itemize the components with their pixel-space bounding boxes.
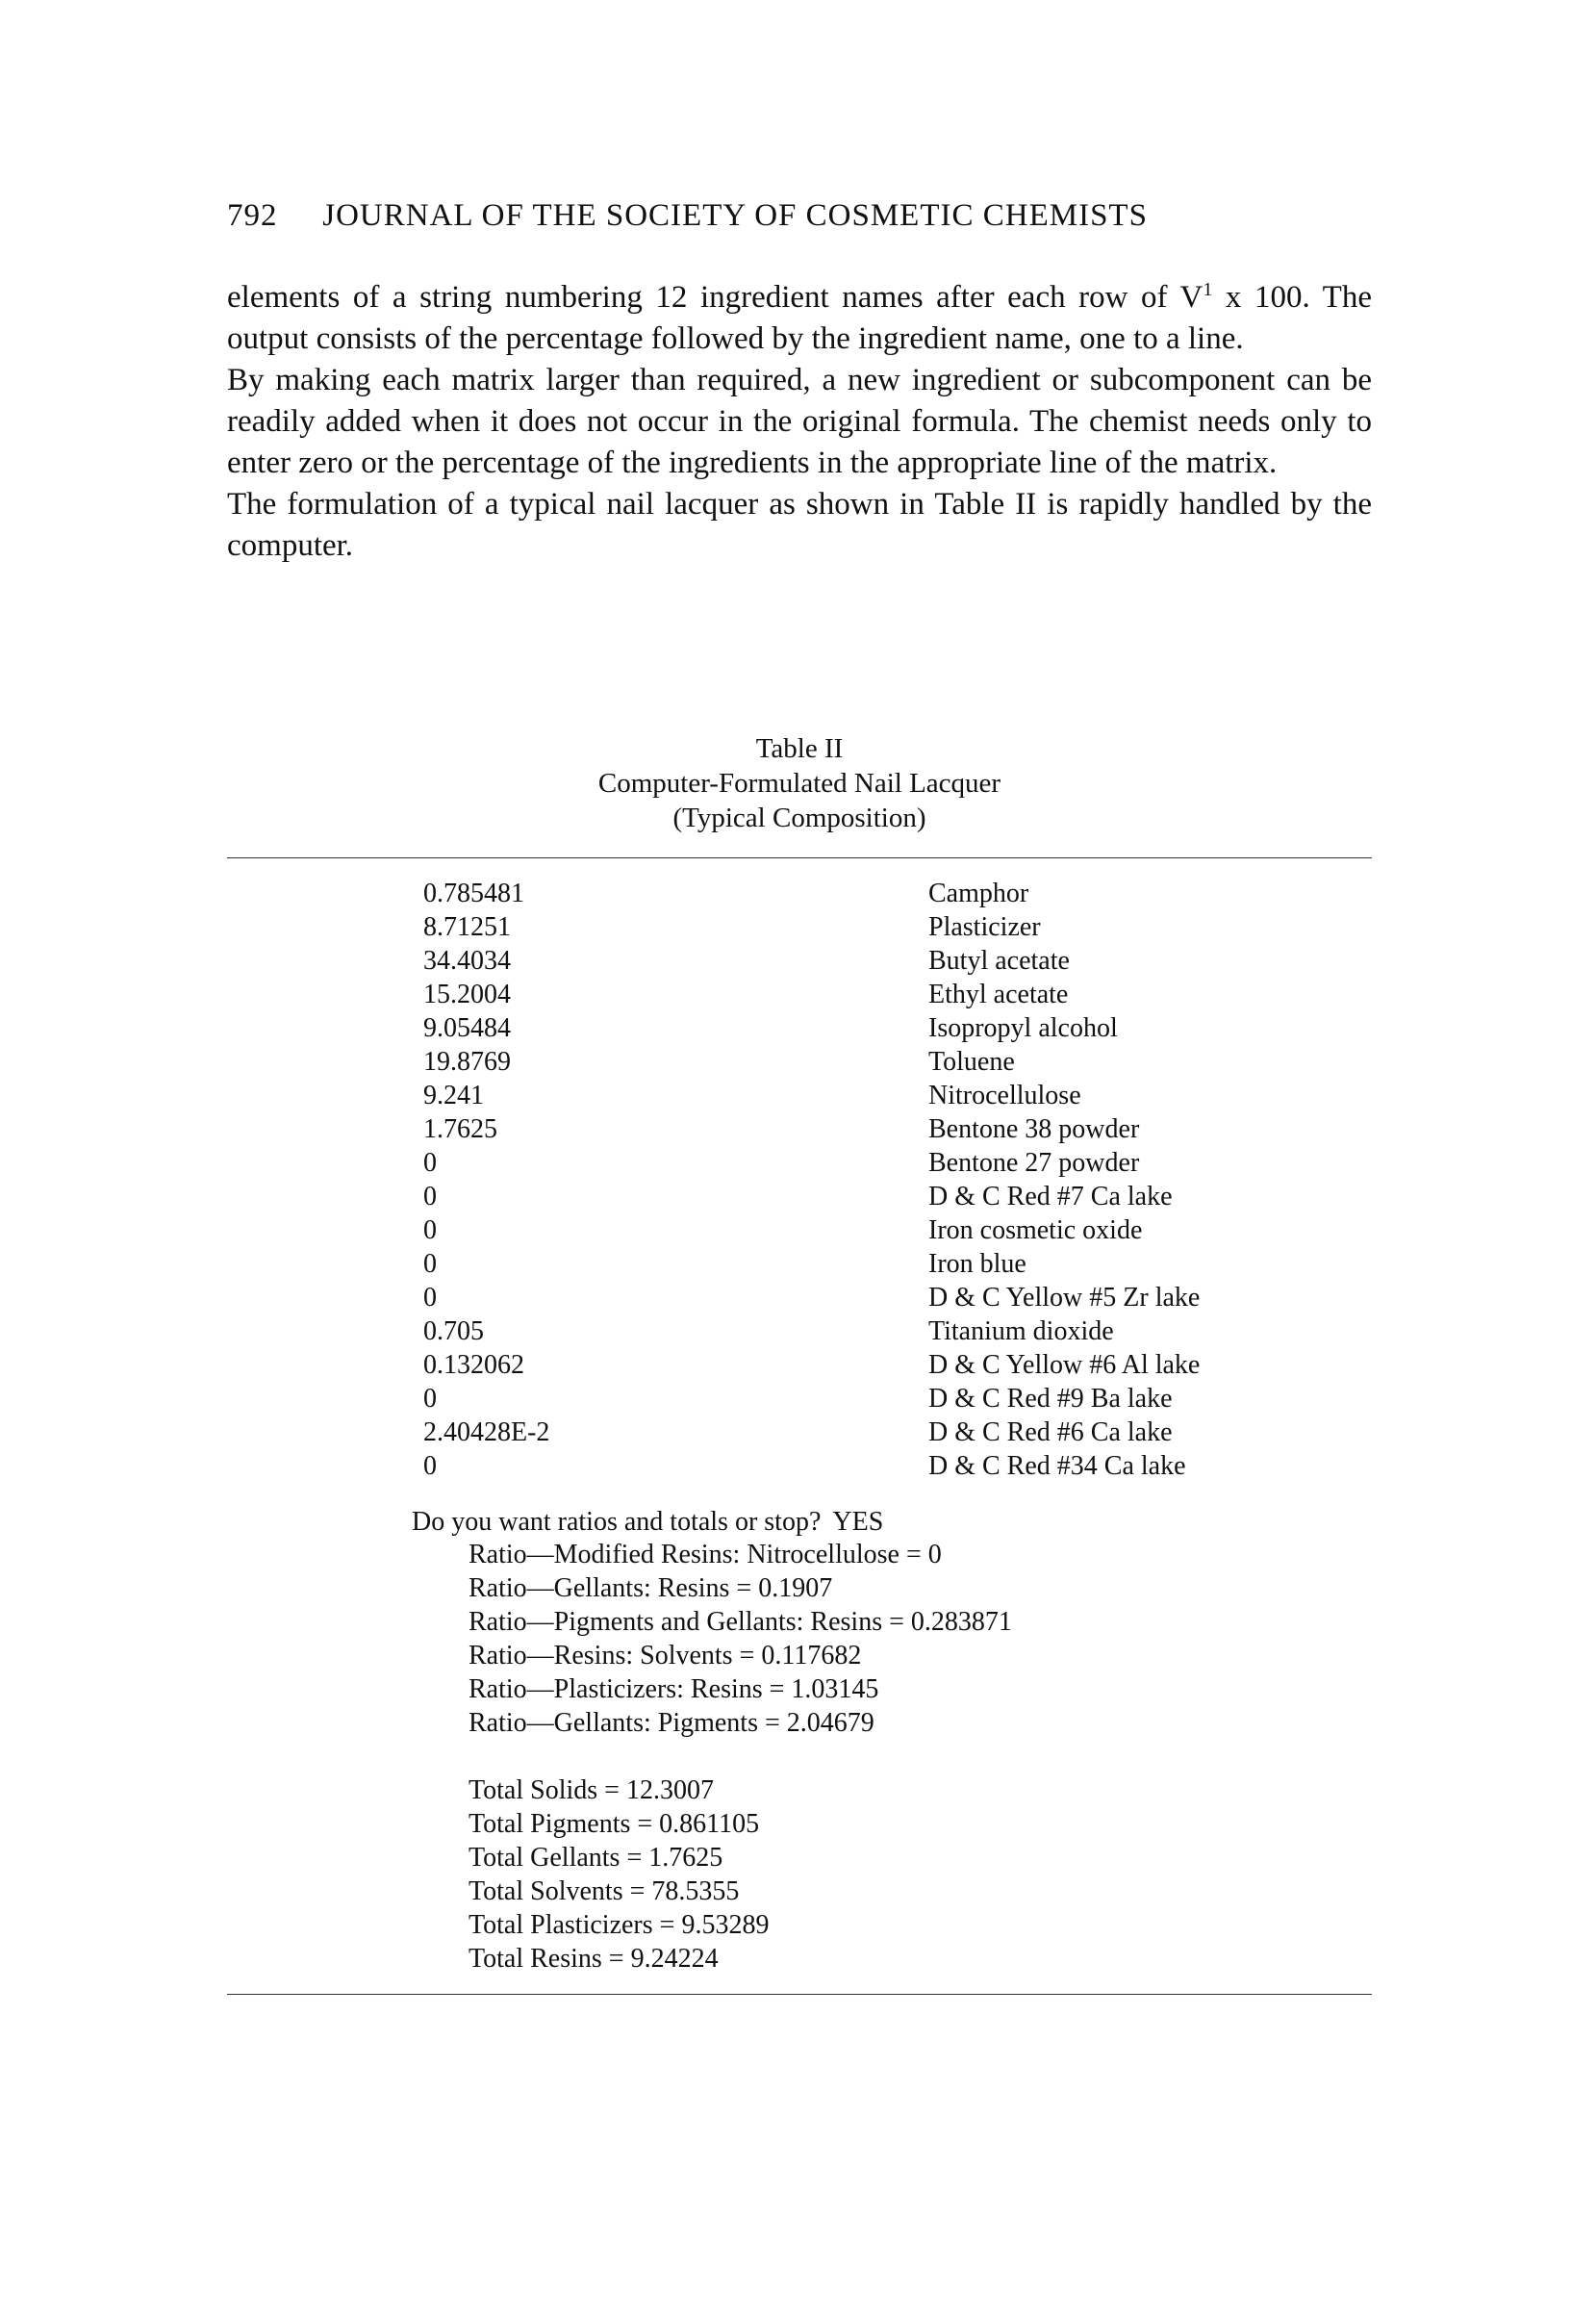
table-row [423,910,1328,944]
table-row [423,1382,1328,1416]
percentage-cell: 0.705 [423,1316,484,1346]
body-text [227,277,1372,567]
ingredient-cell: Camphor [928,879,1029,908]
ingredient-cell: D & C Yellow #6 Al lake [928,1350,1201,1380]
percentage-cell: 0 [423,1384,437,1414]
table-row [423,1011,1328,1045]
ingredient-cell: D & C Red #9 Ba lake [928,1384,1173,1414]
percentage-cell: 2.40428E-2 [423,1417,550,1447]
table-row [423,944,1328,978]
total-line: Total Pigments = 0.861105 [469,1809,760,1839]
ingredient-cell: D & C Red #7 Ca lake [928,1182,1173,1212]
ingredient-cell: Toluene [928,1047,1015,1077]
table-caption [227,731,1372,835]
ingredient-cell: D & C Red #34 Ca lake [928,1451,1186,1481]
table-subtitle: (Typical Composition) [672,803,926,833]
percentage-cell: 0 [423,1283,437,1313]
total-line: Total Solvents = 78.5355 [469,1876,740,1906]
total-line: Total Resins = 9.24224 [469,1944,719,1974]
ingredient-cell: Bentone 38 powder [928,1114,1140,1144]
table-row [423,1314,1328,1348]
ingredient-cell: Bentone 27 powder [928,1148,1140,1178]
table-row [423,1247,1328,1281]
table-row [423,1045,1328,1079]
paragraph-1-start: elements of a string numbering 12 ingredient names after each row of V [227,280,1203,315]
ingredient-cell: Ethyl acetate [928,980,1069,1009]
ratio-line: Ratio—Pigments and Gellants: Resins = 0.283871 [469,1607,1012,1637]
ingredient-cell: Isopropyl alcohol [928,1013,1118,1043]
table-row [423,1213,1328,1247]
ingredient-cell: D & C Yellow #5 Zr lake [928,1283,1201,1313]
percentage-cell: 0.132062 [423,1350,524,1380]
ratio-line: Ratio—Gellants: Pigments = 2.04679 [469,1708,874,1738]
running-header [227,198,1148,234]
table-row [423,1079,1328,1112]
prompt-line [412,1505,883,1540]
ingredient-cell: Iron blue [928,1249,1026,1279]
ingredient-cell: Titanium dioxide [928,1316,1114,1346]
ratio-line: Ratio—Modified Resins: Nitrocellulose = 0 [469,1540,942,1569]
table-row [423,1416,1328,1449]
ingredient-cell: Plasticizer [928,912,1041,942]
table-row [423,978,1328,1011]
prompt-question: Do you want ratios and totals or stop? [412,1507,822,1537]
percentage-cell: 8.71251 [423,912,511,942]
total-line: Total Solids = 12.3007 [469,1775,714,1805]
prompt-answer: YES [832,1507,884,1537]
percentage-cell: 1.7625 [423,1114,497,1144]
table-row [423,877,1328,910]
table-bottom-rule [227,1994,1372,1995]
ingredient-cell: Iron cosmetic oxide [928,1215,1143,1245]
percentage-cell: 34.4034 [423,946,511,976]
percentage-cell: 15.2004 [423,980,511,1009]
ratio-line: Ratio—Gellants: Resins = 0.1907 [469,1573,833,1603]
totals-block [469,1773,769,1976]
percentage-cell: 9.241 [423,1081,484,1110]
percentage-cell: 0 [423,1215,437,1245]
table-row [423,1348,1328,1382]
percentage-cell: 0 [423,1182,437,1212]
ingredient-cell: Butyl acetate [928,946,1070,976]
table-row [423,1180,1328,1213]
table-title: Computer-Formulated Nail Lacquer [597,768,1001,799]
table-row [423,1112,1328,1146]
paragraph-1 [227,277,1372,360]
percentage-cell: 0 [423,1249,437,1279]
journal-title: JOURNAL OF THE SOCIETY OF COSMETIC CHEMISTS [322,198,1148,233]
ratio-line: Ratio—Plasticizers: Resins = 1.03145 [469,1674,879,1704]
page-number: 792 [227,198,278,233]
ingredient-cell: D & C Red #6 Ca lake [928,1417,1173,1447]
table-top-rule [227,857,1372,858]
ingredient-cell: Nitrocellulose [928,1081,1081,1110]
percentage-cell: 0 [423,1451,437,1481]
percentage-cell: 19.8769 [423,1047,511,1077]
superscript-1: 1 [1203,279,1213,300]
table-row [423,1146,1328,1180]
composition-table [423,877,1328,1483]
total-line: Total Plasticizers = 9.53289 [469,1910,770,1940]
percentage-cell: 9.05484 [423,1013,511,1043]
ratio-line: Ratio—Resins: Solvents = 0.117682 [469,1641,862,1671]
percentage-cell: 0 [423,1148,437,1178]
table-row [423,1281,1328,1314]
total-line: Total Gellants = 1.7625 [469,1843,723,1873]
paragraph-1-end: x 100. The output consists of the percentage followed by the ingredient name, one to a line. [227,280,1372,356]
table-row [423,1449,1328,1483]
percentage-cell: 0.785481 [423,879,524,908]
paragraph-2: By making each matrix larger than required, a new ingredient or subcomponent can be readily added when it does not occur in the original formula. The chemist needs only to enter zero or the percentage of the ingredients in the appropriate line of the matrix. [227,363,1372,480]
ratios-block [469,1538,1012,1740]
table-label: Table II [755,733,844,764]
paragraph-3: The formulation of a typical nail lacquer as shown in Table II is rapidly handled by the computer. [227,487,1372,563]
